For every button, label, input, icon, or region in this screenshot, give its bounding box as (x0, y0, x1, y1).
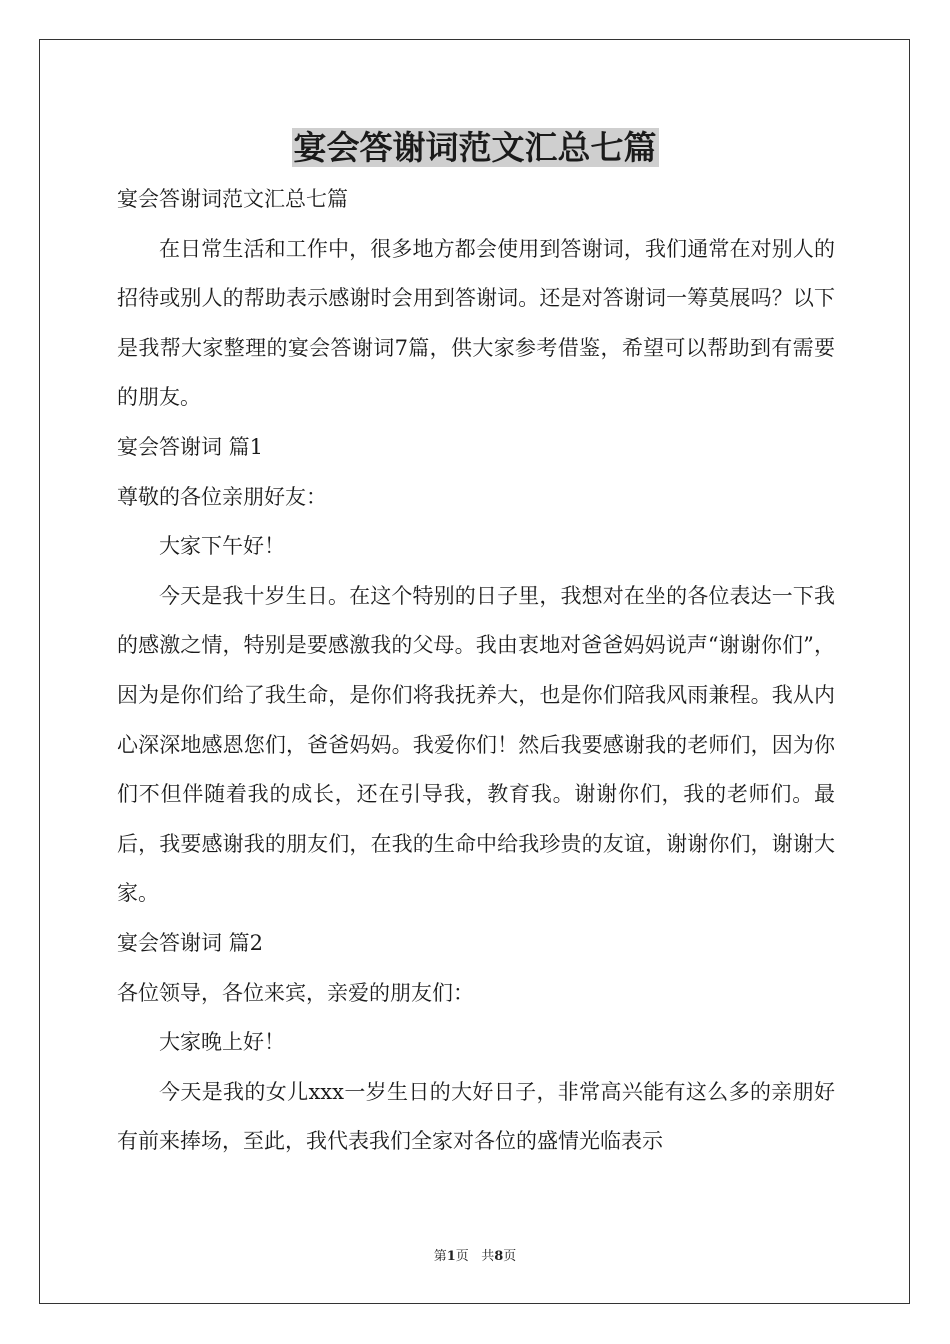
page-prefix: 第 (433, 1249, 447, 1264)
paragraph-heading: 宴会答谢词范文汇总七篇 (117, 187, 348, 211)
speech-body-1: 今天是我十岁生日。在这个特别的日子里，我想对在坐的各位表达一下我的感激之情，特别是要感激我的父母。我由衷地对爸爸妈妈说声“谢谢你们”，因为是你们给了我生命，是你们将我抚养大，也是你们陪我风雨兼程。我从内心深深地感恩您们，爸爸妈妈。我爱你们！然后我要感谢我的老师们，因为你们不但伴随着我的成长，还在引导我，教育我。谢谢你们，我的老师们。最后，我要感谢我的朋友们，在我的生命中给我珍贵的友谊，谢谢你们，谢谢大家。 (117, 583, 835, 906)
page-footer (0, 1248, 950, 1266)
speech-body-2: 今天是我的女儿xxx一岁生日的大好日子，非常高兴能有这么多的亲朋好有前来捧场，至此，我代表我们全家对各位的盛情光临表示 (117, 1079, 835, 1154)
document-title (0, 126, 950, 170)
salutation-2: 各位领导，各位来宾，亲爱的朋友们： (117, 980, 474, 1005)
paragraph-intro: 在日常生活和工作中，很多地方都会使用到答谢词，我们通常在对别人的招待或别人的帮助表示感谢时会用到答谢词。还是对答谢词一筹莫展吗？以下是我帮大家整理的宴会答谢词7篇，供大家参考借鉴，希望可以帮助到有需要的朋友。 (117, 236, 835, 410)
document-title-text: 宴会答谢词范文汇总七篇 (293, 128, 657, 167)
page-suffix: 页 (455, 1249, 469, 1264)
section-heading-2: 宴会答谢词 篇2 (117, 930, 264, 955)
section-heading-1: 宴会答谢词 篇1 (117, 434, 264, 459)
salutation-1: 尊敬的各位亲朋好友： (117, 484, 327, 509)
greeting-2: 大家晚上好！ (159, 1030, 285, 1055)
total-pages: 8 (494, 1249, 504, 1264)
total-suffix: 页 (503, 1249, 517, 1264)
document-body (117, 175, 835, 1167)
total-prefix: 共 (481, 1249, 495, 1264)
page-number: 1 (446, 1249, 456, 1264)
greeting-1: 大家下午好！ (159, 534, 285, 559)
